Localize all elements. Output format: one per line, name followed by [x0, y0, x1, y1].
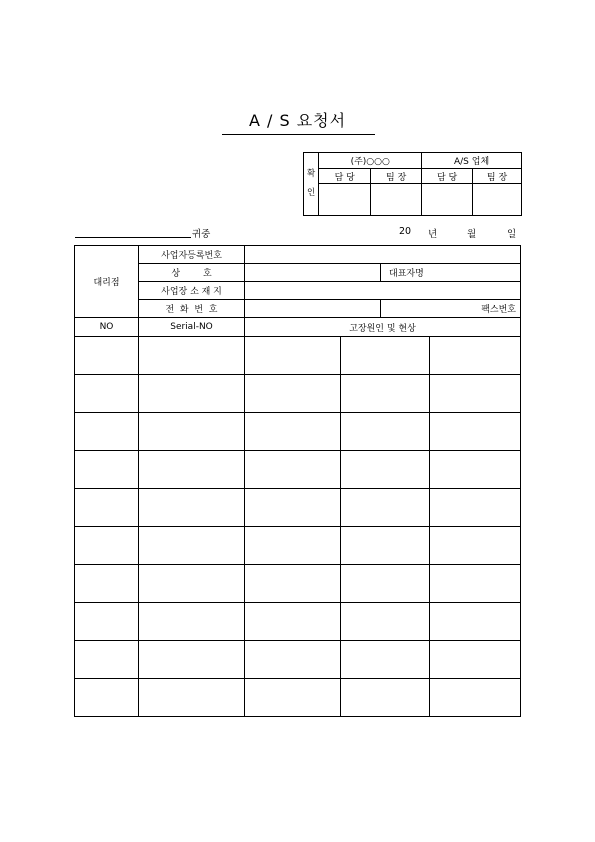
item-cause-cell-a[interactable] — [245, 679, 341, 717]
header-serial: Serial-NO — [139, 318, 245, 337]
item-cause-cell-b[interactable] — [341, 451, 430, 489]
item-cause-cell-c[interactable] — [430, 337, 521, 375]
approval-company: (주)○○○ — [319, 153, 422, 169]
item-serial-cell[interactable] — [139, 489, 245, 527]
item-row — [75, 451, 521, 489]
addressee-blank-line[interactable] — [75, 237, 191, 238]
addressee-suffix: 귀중 — [192, 229, 211, 240]
business-reg-no-field[interactable] — [245, 246, 521, 264]
item-row — [75, 603, 521, 641]
item-cause-cell-a[interactable] — [245, 527, 341, 565]
item-serial-cell[interactable] — [139, 451, 245, 489]
company-name-field[interactable] — [245, 264, 381, 282]
approval-sign-cell[interactable] — [371, 184, 422, 216]
approval-box — [303, 152, 522, 216]
item-cause-cell-b[interactable] — [341, 489, 430, 527]
item-serial-cell[interactable] — [139, 527, 245, 565]
date-month-unit: 월 — [467, 229, 477, 240]
item-cause-cell-c[interactable] — [430, 527, 521, 565]
item-cause-cell-c[interactable] — [430, 565, 521, 603]
item-row — [75, 679, 521, 717]
item-serial-cell[interactable] — [139, 565, 245, 603]
date-day-unit: 일 — [507, 229, 517, 240]
item-no-cell[interactable] — [75, 641, 139, 679]
item-no-cell[interactable] — [75, 451, 139, 489]
item-row — [75, 375, 521, 413]
item-no-cell[interactable] — [75, 679, 139, 717]
approval-sign-cell[interactable] — [422, 184, 473, 216]
item-serial-cell[interactable] — [139, 603, 245, 641]
item-cause-cell-b[interactable] — [341, 375, 430, 413]
approval-vendor: A/S 업체 — [422, 153, 522, 169]
item-cause-cell-b[interactable] — [341, 679, 430, 717]
approval-role: 팀 장 — [371, 169, 422, 184]
item-no-cell[interactable] — [75, 527, 139, 565]
item-serial-cell[interactable] — [139, 337, 245, 375]
ceo-name-label-cell — [381, 264, 521, 282]
item-cause-cell-a[interactable] — [245, 489, 341, 527]
item-row — [75, 413, 521, 451]
approval-sign-cell[interactable] — [473, 184, 522, 216]
item-no-cell[interactable] — [75, 603, 139, 641]
item-row — [75, 641, 521, 679]
item-cause-cell-b[interactable] — [341, 527, 430, 565]
item-cause-cell-a[interactable] — [245, 603, 341, 641]
item-no-cell[interactable] — [75, 337, 139, 375]
item-cause-cell-a[interactable] — [245, 641, 341, 679]
item-cause-cell-a[interactable] — [245, 451, 341, 489]
approval-side-text: 확인 — [307, 169, 316, 198]
item-cause-cell-c[interactable] — [430, 489, 521, 527]
fax-label: 팩스번호 — [381, 300, 521, 318]
phone-field[interactable] — [245, 300, 381, 318]
item-cause-cell-c[interactable] — [430, 413, 521, 451]
approval-role: 팀 장 — [473, 169, 522, 184]
item-cause-cell-b[interactable] — [341, 565, 430, 603]
item-no-cell[interactable] — [75, 489, 139, 527]
item-cause-cell-a[interactable] — [245, 375, 341, 413]
approval-side-label — [304, 153, 319, 216]
item-cause-cell-a[interactable] — [245, 413, 341, 451]
title-underline — [222, 134, 375, 135]
item-row — [75, 527, 521, 565]
item-cause-cell-b[interactable] — [341, 337, 430, 375]
phone-label: 전 화 번 호 — [139, 300, 245, 318]
item-cause-cell-a[interactable] — [245, 337, 341, 375]
date-year-unit: 년 — [428, 229, 438, 240]
item-row — [75, 565, 521, 603]
company-name-label: 상 호 — [139, 264, 245, 282]
header-cause: 고장원인 및 현상 — [245, 318, 521, 337]
item-cause-cell-c[interactable] — [430, 641, 521, 679]
item-serial-cell[interactable] — [139, 679, 245, 717]
item-cause-cell-a[interactable] — [245, 565, 341, 603]
business-reg-no-label: 사업자등록번호 — [139, 246, 245, 264]
header-no: NO — [75, 318, 139, 337]
date-year-prefix: 20 — [399, 226, 412, 237]
item-cause-cell-b[interactable] — [341, 603, 430, 641]
approval-sign-cell[interactable] — [319, 184, 371, 216]
item-cause-cell-c[interactable] — [430, 679, 521, 717]
item-serial-cell[interactable] — [139, 413, 245, 451]
item-cause-cell-b[interactable] — [341, 413, 430, 451]
item-row — [75, 489, 521, 527]
item-no-cell[interactable] — [75, 375, 139, 413]
item-cause-cell-c[interactable] — [430, 451, 521, 489]
approval-role: 담 당 — [319, 169, 371, 184]
address-label: 사업장 소 재 지 — [139, 282, 245, 300]
item-cause-cell-b[interactable] — [341, 641, 430, 679]
request-table — [74, 245, 521, 717]
item-serial-cell[interactable] — [139, 375, 245, 413]
item-row — [75, 337, 521, 375]
address-field[interactable] — [245, 282, 521, 300]
approval-role: 담 당 — [422, 169, 473, 184]
agency-label: 대리점 — [75, 246, 139, 318]
item-no-cell[interactable] — [75, 413, 139, 451]
item-no-cell[interactable] — [75, 565, 139, 603]
item-serial-cell[interactable] — [139, 641, 245, 679]
ceo-name-label: 대표자명 — [389, 269, 424, 279]
item-cause-cell-c[interactable] — [430, 603, 521, 641]
item-cause-cell-c[interactable] — [430, 375, 521, 413]
document-title: A / S 요청서 — [248, 111, 347, 130]
